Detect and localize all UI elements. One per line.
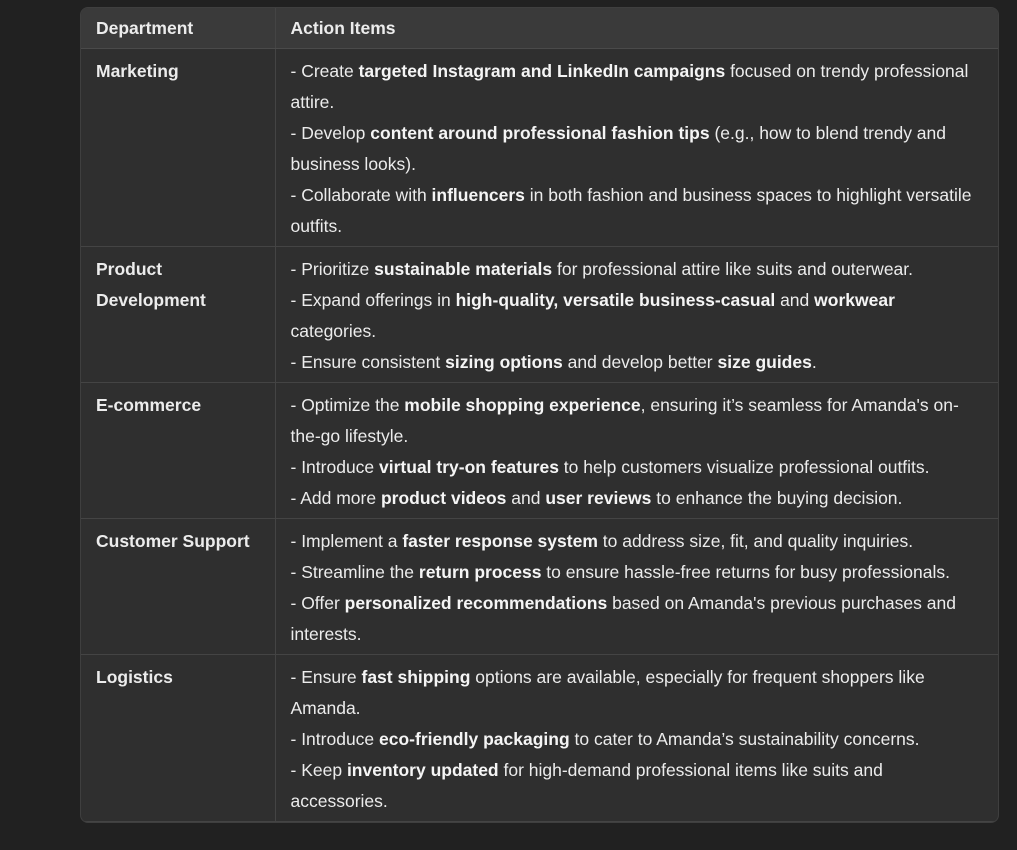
- action-item: [291, 452, 984, 483]
- action-items-cell: [275, 49, 998, 247]
- department-cell: E-commerce: [81, 383, 275, 519]
- action-item-emphasis: inventory updated: [346, 760, 499, 780]
- action-item-emphasis: product videos: [380, 488, 507, 508]
- action-item-text: categories.: [290, 321, 377, 341]
- action-item-emphasis: virtual try-on features: [379, 457, 559, 477]
- action-item: [291, 180, 984, 242]
- action-item-text: and: [506, 488, 546, 508]
- table-row: [81, 247, 998, 383]
- action-item-text: .: [811, 352, 817, 372]
- action-item-text: - Offer: [290, 593, 345, 613]
- table-row: [81, 655, 998, 822]
- action-items-table: [81, 8, 998, 822]
- action-item-emphasis: fast shipping: [361, 667, 471, 687]
- action-item-emphasis: return process: [418, 562, 542, 582]
- action-item-text: to help customers visualize professional outfits.: [558, 457, 930, 477]
- action-item-text: - Keep: [290, 760, 347, 780]
- action-items-cell: [275, 383, 998, 519]
- action-item-text: - Expand offerings in: [290, 290, 456, 310]
- action-item-text: and develop better: [562, 352, 718, 372]
- action-item-text: - Optimize the: [290, 395, 405, 415]
- action-item-emphasis: eco-friendly packaging: [379, 729, 570, 749]
- action-item-text: to enhance the buying decision.: [651, 488, 903, 508]
- action-item-text: - Streamline the: [290, 562, 419, 582]
- action-item: [291, 526, 984, 557]
- action-item: [291, 662, 984, 724]
- department-cell: Marketing: [81, 49, 275, 247]
- action-item: [291, 347, 984, 378]
- department-cell: Product Development: [81, 247, 275, 383]
- action-item-emphasis: targeted Instagram and LinkedIn campaigns: [358, 61, 726, 81]
- action-item: [291, 254, 984, 285]
- action-item-text: - Introduce: [290, 729, 380, 749]
- table-header-row: [81, 8, 998, 49]
- action-item-text: and: [775, 290, 815, 310]
- action-items-cell: [275, 247, 998, 383]
- action-item: [291, 118, 984, 180]
- action-item: [291, 724, 984, 755]
- action-item-text: - Develop: [290, 123, 371, 143]
- table-row: [81, 519, 998, 655]
- action-item-text: for professional attire like suits and outerwear.: [552, 259, 914, 279]
- action-item-text: for high-demand professional items like suits and accessories.: [290, 760, 883, 811]
- action-item-emphasis: faster response system: [402, 531, 598, 551]
- action-item-emphasis: sizing options: [445, 352, 563, 372]
- action-item-text: - Collaborate with: [290, 185, 432, 205]
- action-item-emphasis: user reviews: [545, 488, 652, 508]
- action-item-emphasis: workwear: [814, 290, 895, 310]
- department-cell: Customer Support: [81, 519, 275, 655]
- action-item-text: - Ensure: [290, 667, 362, 687]
- action-item-text: options are available, especially for frequent shoppers like Amanda.: [290, 667, 925, 718]
- action-item: [291, 557, 984, 588]
- column-header-department: Department: [81, 8, 275, 49]
- action-item-emphasis: content around professional fashion tips: [370, 123, 710, 143]
- action-item-text: - Prioritize: [290, 259, 375, 279]
- action-item-text: - Add more: [290, 488, 381, 508]
- action-item-emphasis: sustainable materials: [374, 259, 553, 279]
- action-item-emphasis: influencers: [431, 185, 525, 205]
- action-item: [291, 285, 984, 347]
- table-row: [81, 49, 998, 247]
- action-items-table-container: [80, 7, 999, 823]
- action-items-cell: [275, 655, 998, 822]
- action-item-text: to cater to Amanda’s sustainability concerns.: [569, 729, 920, 749]
- action-item-text: - Introduce: [290, 457, 380, 477]
- action-item-text: to address size, fit, and quality inquiries.: [597, 531, 914, 551]
- action-item-text: to ensure hassle-free returns for busy professionals.: [541, 562, 950, 582]
- action-item: [291, 755, 984, 817]
- column-header-action-items: Action Items: [275, 8, 998, 49]
- action-item: [291, 56, 984, 118]
- action-item-text: - Create: [290, 61, 359, 81]
- action-item: [291, 483, 984, 514]
- action-item-emphasis: mobile shopping experience: [404, 395, 641, 415]
- action-item-text: focused on trendy professional attire.: [290, 61, 969, 112]
- action-item-text: based on Amanda's previous purchases and interests.: [290, 593, 956, 644]
- action-item-emphasis: high-quality, versatile business-casual: [455, 290, 776, 310]
- table-row: [81, 383, 998, 519]
- action-item: [291, 588, 984, 650]
- action-item-text: (e.g., how to blend trendy and business looks).: [290, 123, 946, 174]
- action-item-text: in both fashion and business spaces to highlight versatile outfits.: [290, 185, 972, 236]
- action-item: [291, 390, 984, 452]
- action-items-cell: [275, 519, 998, 655]
- action-item-text: - Ensure consistent: [290, 352, 446, 372]
- action-item-emphasis: personalized recommendations: [344, 593, 608, 613]
- action-item-text: - Implement a: [290, 531, 403, 551]
- action-item-emphasis: size guides: [717, 352, 812, 372]
- action-item-text: , ensuring it’s seamless for Amanda's on-the-go lifestyle.: [290, 395, 959, 446]
- table-body: [81, 49, 998, 822]
- department-cell: Logistics: [81, 655, 275, 822]
